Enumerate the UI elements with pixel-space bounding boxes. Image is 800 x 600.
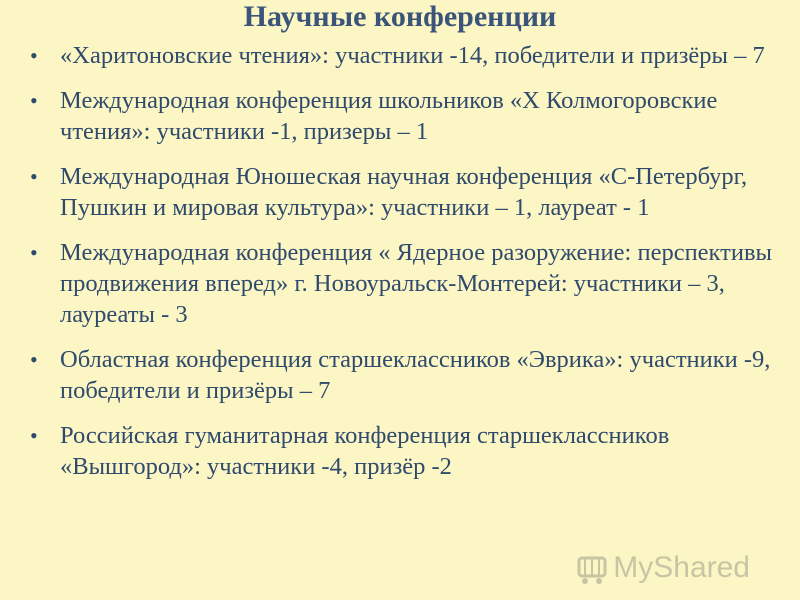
list-item <box>0 161 800 223</box>
bullet-icon: • <box>30 164 38 189</box>
list-item <box>0 85 800 147</box>
bullet-icon: • <box>30 43 38 68</box>
list-item-text: Международная Юношеская научная конференция «С-Петербург, Пушкин и мировая культура»: участники – 1, лауреат - 1 <box>60 163 748 221</box>
bullet-icon: • <box>30 347 38 372</box>
bullet-icon: • <box>30 240 38 265</box>
list-item-text: Международная конференция школьников «X Колмогоровские чтения»: участники -1, призеры – 1 <box>60 87 718 145</box>
list-item <box>0 344 800 406</box>
list-item-text: «Харитоновские чтения»: участники -14, победители и призёры – 7 <box>60 42 765 69</box>
list-item <box>0 40 800 71</box>
watermark-text: MyShared <box>613 551 750 584</box>
slide-title: Научные конференции <box>243 0 557 33</box>
list-item <box>0 237 800 330</box>
list-item-text: Областная конференция старшеклассников «Эврика»: участники -9, победители и призёры – 7 <box>60 346 771 404</box>
list-item <box>0 420 800 482</box>
watermark <box>575 550 750 586</box>
list-item-text: Международная конференция « Ядерное разоружение: перспективы продвижения вперед» г. Новоуральск-Монтерей: участники – 3, лауреаты - 3 <box>60 239 772 328</box>
conference-list <box>0 40 800 496</box>
bullet-icon: • <box>30 88 38 113</box>
cart-icon <box>575 550 609 586</box>
bullet-icon: • <box>30 423 38 448</box>
list-item-text: Российская гуманитарная конференция старшеклассников «Вышгород»: участники -4, призёр -2 <box>60 422 670 480</box>
